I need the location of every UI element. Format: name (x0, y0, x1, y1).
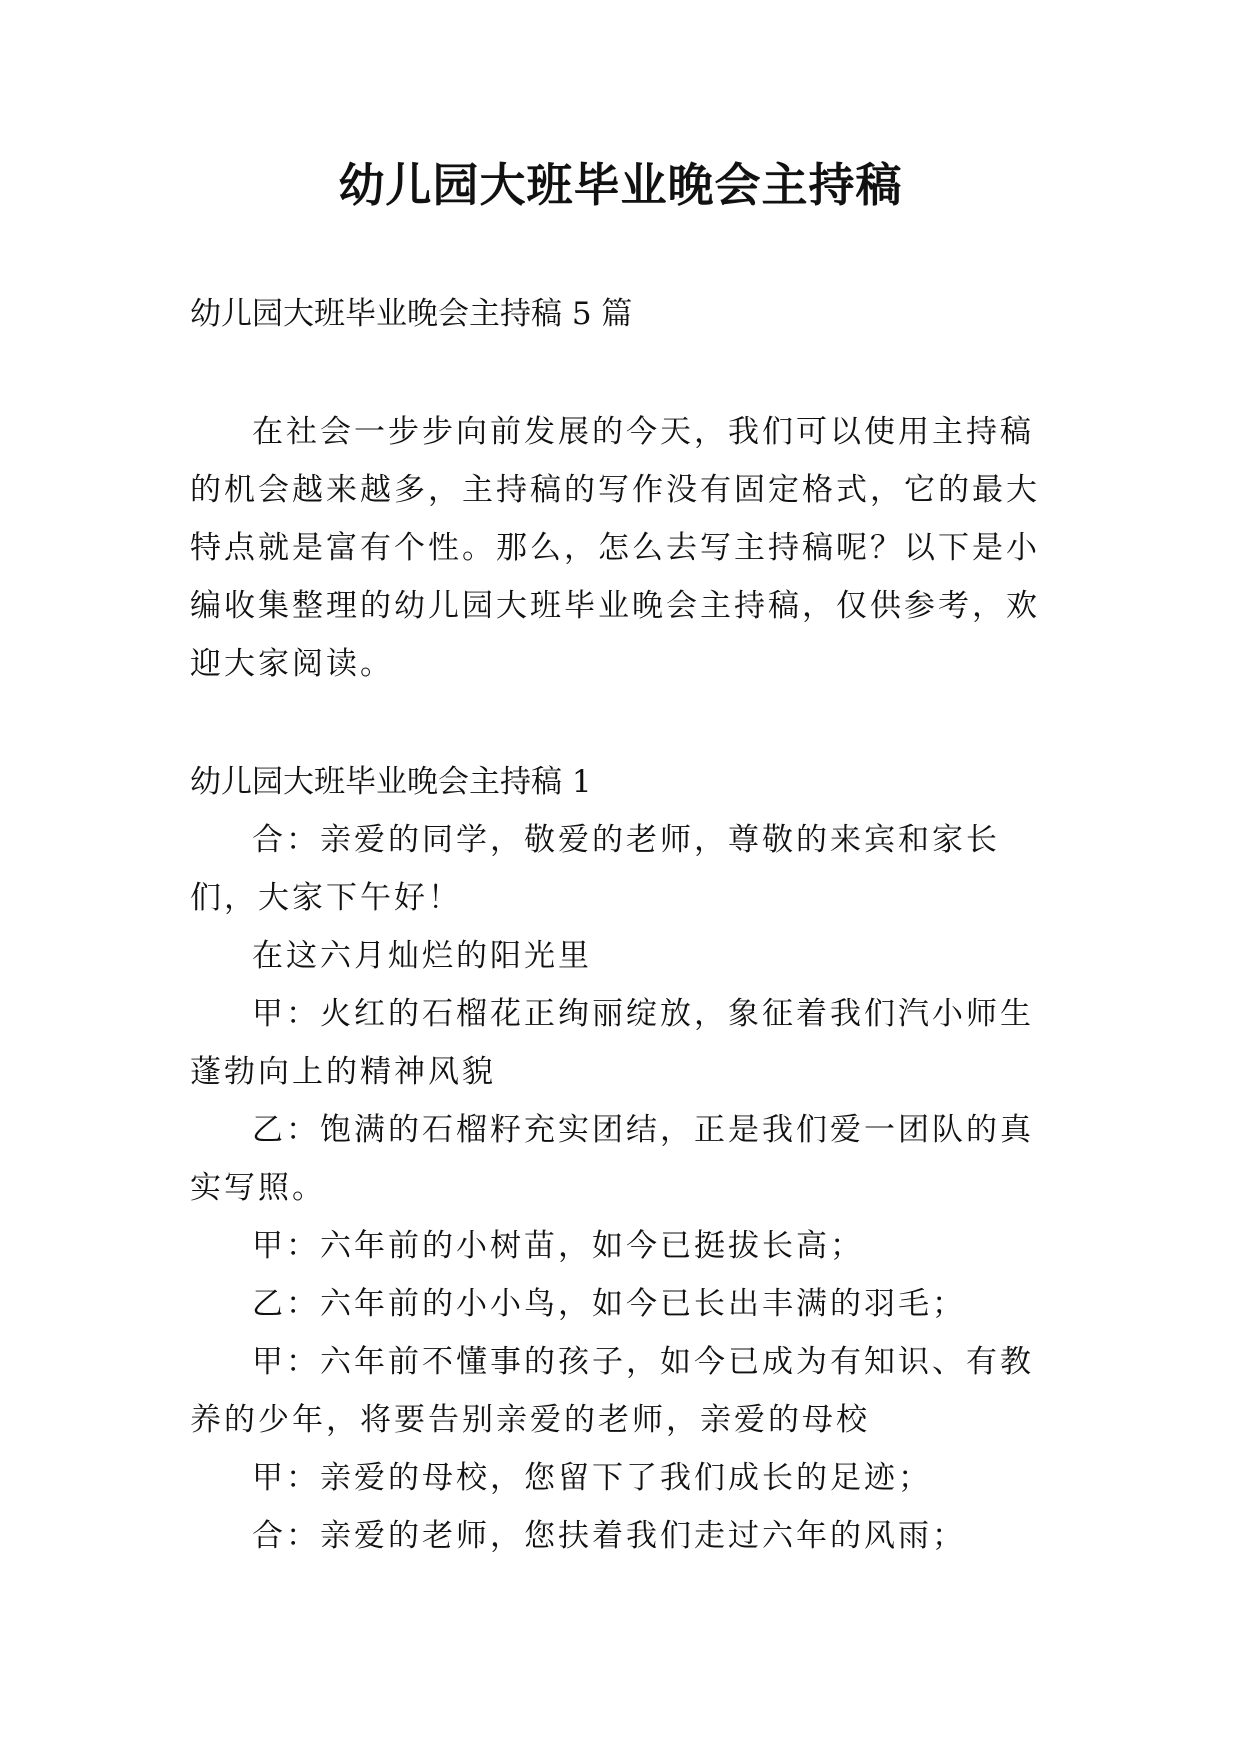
script-line: 甲：六年前不懂事的孩子，如今已成为有知识、有教养的少年，将要告别亲爱的老师，亲爱的母校 (190, 1344, 1034, 1438)
script-line: 甲：六年前的小树苗，如今已挺拔长高； (252, 1228, 864, 1264)
script-line: 合：亲爱的同学，敬爱的老师，尊敬的来宾和家长们，大家下午好！ (190, 822, 1000, 916)
script-line: 合：亲爱的老师，您扶着我们走过六年的风雨； (252, 1518, 966, 1554)
script-line: 在这六月灿烂的阳光里 (252, 938, 592, 974)
script-body (190, 811, 1060, 1565)
intro-paragraph: 在社会一步步向前发展的今天，我们可以使用主持稿的机会越来越多，主持稿的写作没有固定格式，它的最大特点就是富有个性。那么，怎么去写主持稿呢？以下是小编收集整理的幼儿园大班毕业晚会主持稿，仅供参考，欢迎大家阅读。 (190, 414, 1040, 682)
script-line: 乙：饱满的石榴籽充实团结，正是我们爱一团队的真实写照。 (190, 1112, 1034, 1206)
document-title: 幼儿园大班毕业晚会主持稿 (338, 158, 903, 212)
script-line: 乙：六年前的小小鸟，如今已长出丰满的羽毛； (252, 1286, 966, 1322)
document-subtitle: 幼儿园大班毕业晚会主持稿 5 篇 (190, 296, 633, 332)
script-line: 甲：火红的石榴花正绚丽绽放，象征着我们汽小师生蓬勃向上的精神风貌 (190, 996, 1034, 1090)
section-heading: 幼儿园大班毕业晚会主持稿 1 (190, 764, 592, 800)
script-line: 甲：亲爱的母校，您留下了我们成长的足迹； (252, 1460, 932, 1496)
